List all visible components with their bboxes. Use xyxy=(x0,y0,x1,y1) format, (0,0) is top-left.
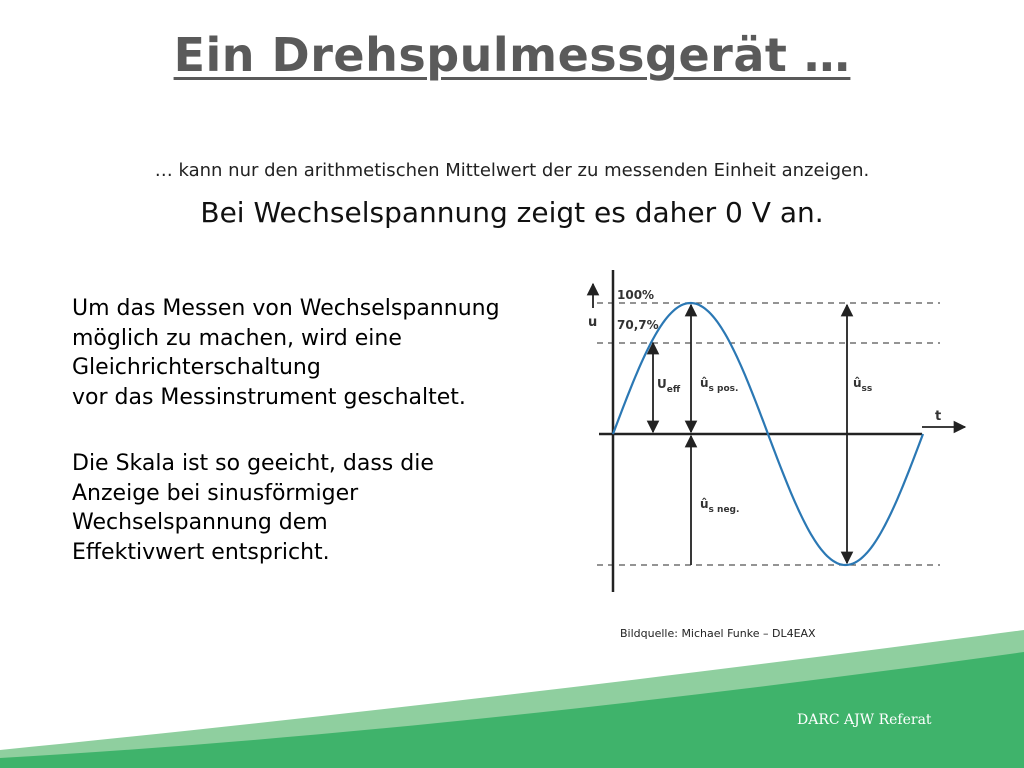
slide-subtitle: … kann nur den arithmetischen Mittelwert der zu messenden Einheit anzeigen. xyxy=(154,160,870,181)
u-axis-label: u xyxy=(588,315,598,330)
paragraph-line: Die Skala ist so geeicht, dass die xyxy=(72,451,434,476)
t-axis-label: t xyxy=(935,409,942,424)
us-neg-label: $û_{s neg.}$ xyxy=(700,497,740,515)
paragraph-line: vor das Messinstrument geschaltet. xyxy=(72,384,466,410)
slide-headline: Bei Wechselspannung zeigt es daher 0 V an. xyxy=(200,196,824,229)
paragraph-scale xyxy=(72,449,572,567)
us-pos-label: $û_{s pos.}$ xyxy=(700,376,739,394)
sine-diagram xyxy=(575,270,975,600)
paragraph-line: möglich zu machen, wird eine xyxy=(72,325,402,351)
image-credit: Bildquelle: Michael Funke – DL4EAX xyxy=(620,627,816,640)
paragraph-line: Effektivwert entspricht. xyxy=(72,539,330,565)
label-70-7-percent: 70,7% xyxy=(617,318,659,332)
paragraph-line: Anzeige bei sinusförmiger xyxy=(72,480,359,506)
footer-wave xyxy=(0,600,1024,768)
slide-title: Ein Drehspulmessgerät … xyxy=(173,28,851,82)
paragraph-line: Wechselspannung dem xyxy=(72,510,328,535)
paragraph-line: Um das Messen von Wechselspannung xyxy=(72,296,500,321)
uss-label: $û_{ss}$ xyxy=(853,376,873,394)
ueff-label: $U_{eff}$ xyxy=(657,377,681,395)
paragraph-line: Gleichrichterschaltung xyxy=(72,355,321,380)
footer-text: DARC AJW Referat xyxy=(797,712,932,728)
paragraph-rectifier xyxy=(72,294,572,412)
label-100-percent: 100% xyxy=(617,288,655,302)
